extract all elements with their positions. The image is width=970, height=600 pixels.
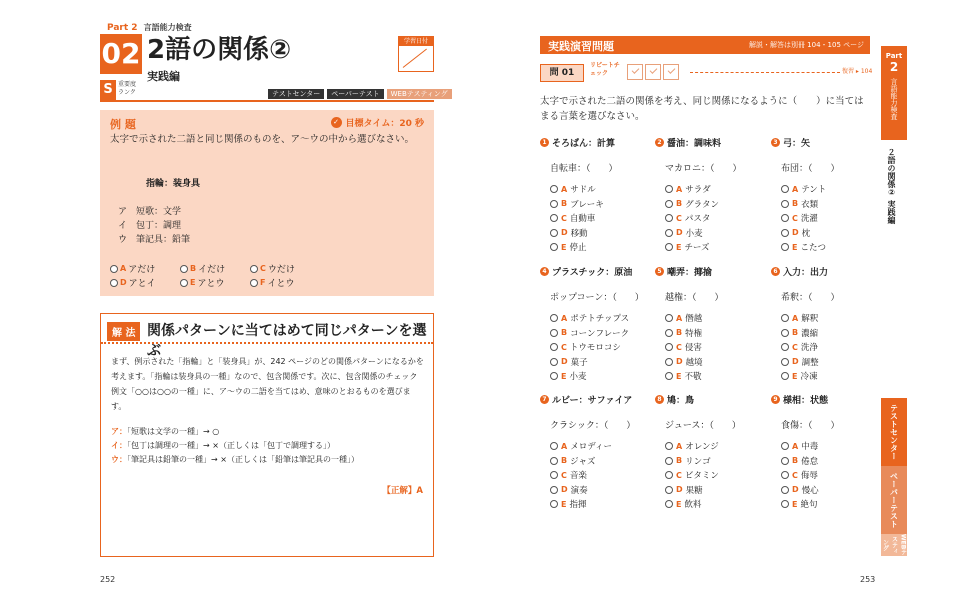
answer-option[interactable]: A サラダ (665, 182, 765, 197)
answer-option[interactable]: E 指揮 (550, 497, 650, 512)
answer-option[interactable]: A サドル (550, 182, 650, 197)
question-prompt: 希釈：（ ） (781, 293, 840, 303)
answer-option[interactable]: B ジャズ (550, 454, 650, 469)
answer-option[interactable]: A 中毒 (781, 439, 881, 454)
solution-box (100, 313, 434, 557)
side-tab-test-center[interactable]: テストセンター (881, 398, 907, 466)
page-number-right: 253 (860, 575, 876, 584)
radio-circle-icon (781, 243, 789, 251)
part-label: Part 2 言語能力検査 (107, 23, 192, 33)
solution-line-a: ア：「短歌は文学の一種」→ ○ (111, 427, 220, 436)
chapter-tab: ２語の関係② 実践編 (887, 148, 896, 224)
radio-circle-icon (250, 279, 258, 287)
radio-circle-icon (665, 486, 673, 494)
question-number-badge: 5 (655, 267, 664, 276)
answer-option[interactable]: B グラタン (665, 197, 765, 212)
question-group (540, 136, 650, 255)
question-group (771, 136, 881, 255)
answer-option[interactable]: C 侵害 (665, 340, 765, 355)
repeat-check-label: リピートチェック (590, 62, 620, 77)
example-option-d[interactable]: D アとイ (110, 276, 156, 289)
answer-option[interactable]: D 移動 (550, 226, 650, 241)
question-prompt: 食傷：（ ） (781, 421, 840, 431)
example-text: 太字で示された二語と同じ関係のものを、ア～ウの中から選びなさい。 (110, 134, 415, 145)
question-group (655, 136, 765, 255)
radio-circle-icon (110, 265, 118, 273)
radio-circle-icon (665, 243, 673, 251)
target-time: ✓ 目標タイム：20 秒 (331, 116, 424, 129)
radio-circle-icon (781, 358, 789, 366)
radio-circle-icon (665, 229, 673, 237)
radio-circle-icon (550, 471, 558, 479)
answer-option[interactable]: B 濃縮 (781, 326, 881, 341)
radio-circle-icon (550, 372, 558, 380)
radio-circle-icon (550, 214, 558, 222)
question-prompt: 布団：（ ） (781, 164, 840, 174)
radio-circle-icon (250, 265, 258, 273)
radio-circle-icon (550, 343, 558, 351)
radio-circle-icon (550, 442, 558, 450)
test-type-tags (268, 89, 452, 99)
example-option-a[interactable]: A アだけ (110, 262, 155, 275)
page-title: 2語の関係② (147, 35, 292, 65)
question-title: 1 そろばん：計算 (540, 136, 650, 149)
radio-circle-icon (781, 457, 789, 465)
question-number-badge: 8 (655, 395, 664, 404)
tag-paper-test: ペーパーテスト (327, 89, 383, 99)
answer-option[interactable]: B 衣類 (781, 197, 881, 212)
radio-circle-icon (550, 500, 558, 508)
study-date-box (398, 36, 434, 72)
answer-option[interactable]: D 越境 (665, 355, 765, 370)
page-number-left: 252 (100, 575, 116, 584)
answer-option[interactable]: E 絶句 (781, 497, 881, 512)
question-title: 6 入力：出力 (771, 265, 881, 278)
question-label: 問 01 (540, 64, 584, 82)
answer-option[interactable]: A テント (781, 182, 881, 197)
repeat-checkbox-2[interactable] (645, 64, 661, 80)
example-option-e[interactable]: E アとウ (180, 276, 224, 289)
tag-test-center: テストセンター (268, 89, 324, 99)
radio-circle-icon (781, 314, 789, 322)
radio-circle-icon (550, 243, 558, 251)
answer-option[interactable]: A メロディー (550, 439, 650, 454)
answer-option[interactable]: C 侮辱 (781, 468, 881, 483)
answer-option[interactable]: C 自動車 (550, 211, 650, 226)
answer-option[interactable]: A 解釈 (781, 311, 881, 326)
answer-option[interactable]: C ビタミン (665, 468, 765, 483)
radio-circle-icon (781, 229, 789, 237)
solution-text: まず、例示された「指輪」と「装身具」が、242 ページのどの関係パターンになるかを考えます。「指輪は装身具の一種」なので、包含関係です。次に、包含関係のチェック例文「○○は○○の一種」に、ア～ウの二語を当てはめ、意味のとおるものを選びます。 (111, 357, 424, 411)
radio-circle-icon (550, 358, 558, 366)
answer-option[interactable]: A オレンジ (665, 439, 765, 454)
radio-circle-icon (110, 279, 118, 287)
radio-circle-icon (781, 372, 789, 380)
question-number-badge: 9 (771, 395, 780, 404)
radio-circle-icon (665, 442, 673, 450)
radio-circle-icon (550, 486, 558, 494)
radio-circle-icon (550, 229, 558, 237)
example-box (100, 110, 434, 296)
radio-circle-icon (781, 471, 789, 479)
answer-option[interactable]: C トウモロコシ (550, 340, 650, 355)
question-title: 5 嘲弄：揶揄 (655, 265, 765, 278)
radio-circle-icon (781, 500, 789, 508)
answer-option[interactable]: B 倦怠 (781, 454, 881, 469)
radio-circle-icon (781, 200, 789, 208)
example-option-f[interactable]: F イとウ (250, 276, 294, 289)
solution-line-u: ウ：「筆記具は鉛筆の一種」→ ×（正しくは「鉛筆は筆記具の一種」） (111, 455, 359, 464)
answer-option[interactable]: E 小麦 (550, 369, 650, 384)
part-tab: Part 2 言語能力検査 (881, 46, 907, 140)
radio-circle-icon (781, 329, 789, 337)
answer-option[interactable]: D 小麦 (665, 226, 765, 241)
clock-icon: ✓ (331, 117, 342, 128)
question-title: 7 ルビー：サファイア (540, 393, 650, 406)
question-title: 8 鳩：鳥 (655, 393, 765, 406)
radio-circle-icon (665, 457, 673, 465)
question-group (771, 265, 881, 384)
radio-circle-icon (180, 265, 188, 273)
example-option-b[interactable]: B イだけ (180, 262, 225, 275)
answer-option[interactable]: E 停止 (550, 240, 650, 255)
answer-option[interactable]: C 洗浄 (781, 340, 881, 355)
chapter-number: 02 (100, 34, 142, 74)
answer-option[interactable]: C パスタ (665, 211, 765, 226)
question-prompt: 越権：（ ） (665, 293, 724, 303)
radio-circle-icon (665, 314, 673, 322)
radio-circle-icon (550, 185, 558, 193)
radio-circle-icon (781, 185, 789, 193)
question-group (655, 393, 765, 512)
radio-circle-icon (665, 358, 673, 366)
side-tab-web-testing[interactable]: WEBテスティング (881, 534, 907, 556)
question-group (771, 393, 881, 512)
radio-circle-icon (550, 329, 558, 337)
radio-circle-icon (781, 486, 789, 494)
solution-title: 関係パターンに当てはめて同じパターンを選ぶ (147, 323, 427, 359)
answer-option[interactable]: D 調整 (781, 355, 881, 370)
answer-option[interactable]: B コーンフレーク (550, 326, 650, 341)
rank-label: 重要度ランク (118, 81, 137, 96)
radio-circle-icon (550, 200, 558, 208)
radio-circle-icon (665, 329, 673, 337)
practice-title: 実践演習問題 (548, 40, 614, 53)
answer-option[interactable]: B リンゴ (665, 454, 765, 469)
answer-option[interactable]: A 僭越 (665, 311, 765, 326)
answer-option[interactable]: E こたつ (781, 240, 881, 255)
answer-option[interactable]: A ポテトチップス (550, 311, 650, 326)
repeat-checkbox-3[interactable] (663, 64, 679, 80)
radio-circle-icon (665, 214, 673, 222)
answer-option[interactable]: C 音楽 (550, 468, 650, 483)
answer-option[interactable]: E 冷凍 (781, 369, 881, 384)
radio-circle-icon (665, 185, 673, 193)
radio-circle-icon (665, 372, 673, 380)
question-prompt: ジュース：（ ） (665, 421, 741, 431)
radio-circle-icon (781, 214, 789, 222)
tag-web-testing: WEBテスティング (387, 89, 452, 99)
question-prompt: ポップコーン：（ ） (550, 293, 644, 303)
solution-tag: 解 法 (107, 322, 140, 341)
question-prompt: マカロニ：（ ） (665, 164, 742, 174)
radio-circle-icon (550, 314, 558, 322)
answer-option[interactable]: D 菓子 (550, 355, 650, 370)
study-date-label: 学習日付 (399, 37, 433, 46)
solution-line-i: イ：「包丁は調理の一種」→ ×（正しくは「包丁で調理する」） (111, 441, 335, 450)
practice-intro: 太字で示された二語の関係を考え、同じ関係になるように（ ）に当てはまる言葉を選びなさい。 (540, 96, 864, 122)
rank-badge: S (100, 80, 116, 100)
question-group (540, 265, 650, 384)
repeat-checkboxes (627, 64, 679, 80)
question-prompt: 自転車：（ ） (550, 164, 618, 174)
question-title: 9 様相：状態 (771, 393, 881, 406)
answer-option[interactable]: E 不敬 (665, 369, 765, 384)
question-title: 4 プラスチック：原油 (540, 265, 650, 278)
practice-note: 解説・解答は別冊 104・105 ページ (748, 41, 864, 49)
answer-label: 【正解】A (382, 486, 423, 496)
answer-option[interactable]: D 果糖 (665, 483, 765, 498)
radio-circle-icon (781, 343, 789, 351)
answer-option[interactable]: B ブレーキ (550, 197, 650, 212)
question-number-badge: 6 (771, 267, 780, 276)
example-heading: 例 題 (110, 118, 136, 131)
question-group (655, 265, 765, 384)
example-item-u: ウ 筆記具：鉛筆 (118, 235, 191, 245)
answer-option[interactable]: D 枕 (781, 226, 881, 241)
example-pair: 指輪：装身具 (146, 179, 201, 189)
question-number-badge: 3 (771, 138, 780, 147)
question-title: 3 弓：矢 (771, 136, 881, 149)
example-item-a: ア 短歌：文学 (118, 207, 182, 217)
example-option-c[interactable]: C ウだけ (250, 262, 295, 275)
review-ref: 復習 ▸ 104 (842, 68, 873, 75)
answer-option[interactable]: D 慢心 (781, 483, 881, 498)
question-number-badge: 1 (540, 138, 549, 147)
example-item-i: イ 包丁：調理 (118, 221, 182, 231)
question-group (540, 393, 650, 512)
answer-option[interactable]: E チーズ (665, 240, 765, 255)
radio-circle-icon (180, 279, 188, 287)
question-number-badge: 7 (540, 395, 549, 404)
side-tab-paper-test[interactable]: ペーパーテスト (881, 466, 907, 534)
question-title: 2 醤油：調味料 (655, 136, 765, 149)
practice-header (540, 36, 870, 54)
answer-option[interactable]: D 演奏 (550, 483, 650, 498)
question-prompt: クラシック：（ ） (550, 421, 636, 431)
radio-circle-icon (665, 500, 673, 508)
radio-circle-icon (550, 457, 558, 465)
radio-circle-icon (665, 471, 673, 479)
page-subtitle: 実践編 (147, 70, 180, 83)
question-number-badge: 2 (655, 138, 664, 147)
question-number-badge: 4 (540, 267, 549, 276)
answer-option[interactable]: E 飲料 (665, 497, 765, 512)
radio-circle-icon (665, 343, 673, 351)
radio-circle-icon (781, 442, 789, 450)
radio-circle-icon (665, 200, 673, 208)
repeat-checkbox-1[interactable] (627, 64, 643, 80)
answer-option[interactable]: C 洗濯 (781, 211, 881, 226)
answer-option[interactable]: B 特権 (665, 326, 765, 341)
